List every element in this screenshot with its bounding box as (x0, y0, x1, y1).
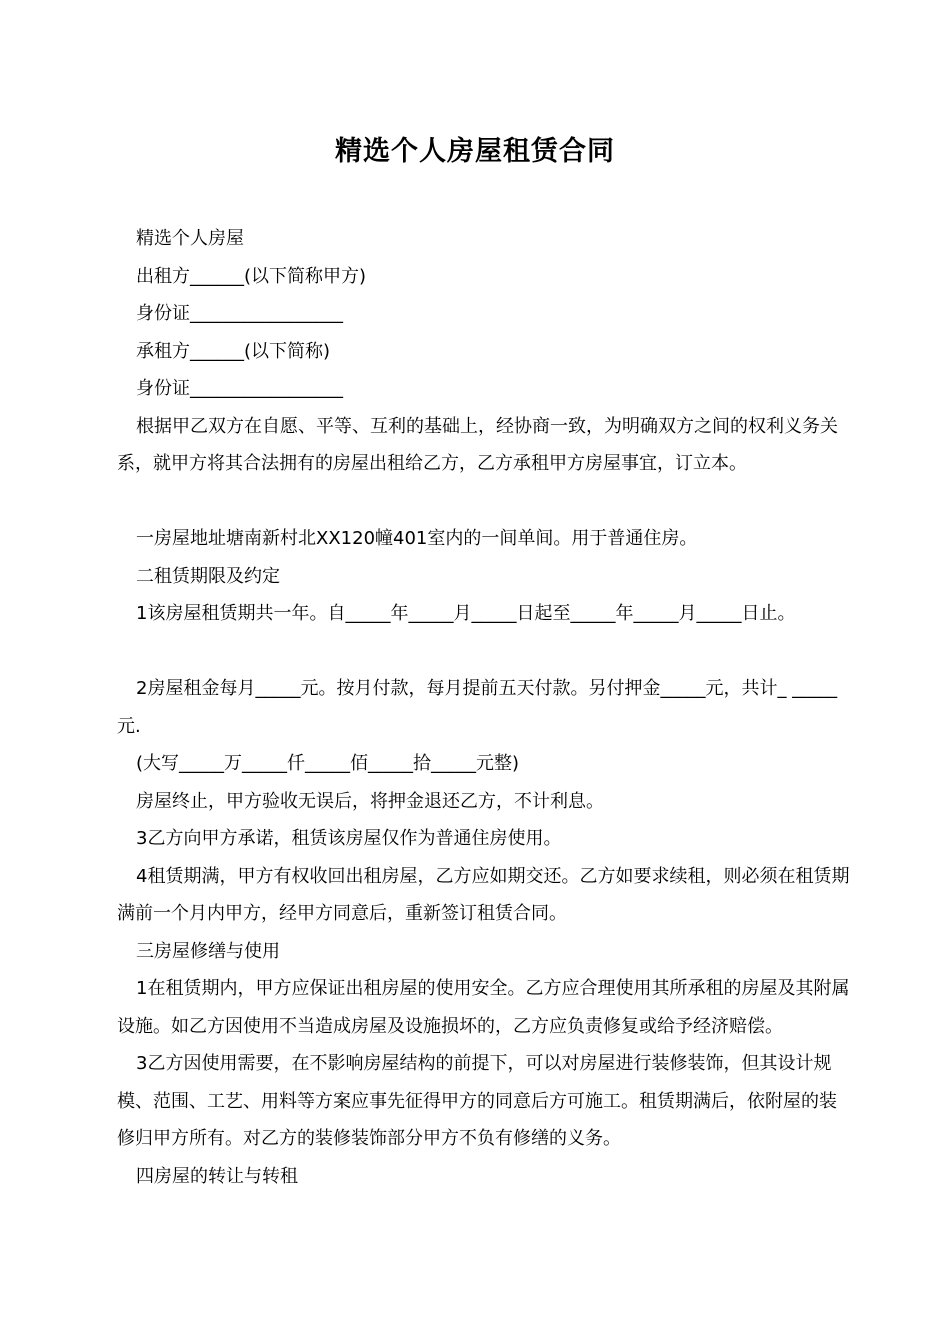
document-body (117, 220, 852, 1195)
paragraph: 1在租赁期内，甲方应保证出租房屋的使用安全。乙方应合理使用其所承租的房屋及其附属设施。如乙方因使用不当造成房屋及设施损坏的，乙方应负责修复或给予经济赔偿。 (117, 978, 850, 1037)
paragraph: 3乙方向甲方承诺，租赁该房屋仅作为普通住房使用。 (136, 828, 562, 849)
spacer (117, 633, 852, 671)
lessee-id-line: 身份证_________________ (136, 378, 343, 399)
preamble-paragraph: 根据甲乙双方在自愿、平等、互利的基础上，经协商一致，为明确双方之间的权利义务关系，就甲方将其合法拥有的房屋出租给乙方，乙方承租甲方房屋事宜，订立本。 (117, 415, 838, 474)
section-heading: 四房屋的转让与转租 (136, 1165, 298, 1187)
paragraph: 2房屋租金每月_____元。按月付款，每月提前五天付款。另付押金_____元，共计_ _____元. (117, 678, 838, 737)
paragraph: 一房屋地址塘南新村北XX120幢401室内的一间单间。用于普通住房。 (136, 528, 698, 549)
lessor-line: 出租方______(以下简称甲方) (136, 265, 367, 287)
spacer (117, 483, 852, 521)
paragraph: 房屋终止，甲方验收无误后，将押金退还乙方，不计利息。 (136, 790, 604, 812)
paragraph: 3乙方因使用需要，在不影响房屋结构的前提下，可以对房屋进行装修装饰，但其设计规模、范围、工艺、用料等方案应事先征得甲方的同意后方可施工。租赁期满后，依附屋的装修归甲方所有。对乙方的装修装饰部分甲方不负有修缮的义务。 (117, 1053, 837, 1149)
lessor-id-line: 身份证_________________ (136, 303, 343, 324)
paragraph: 4租赁期满，甲方有权收回出租房屋，乙方应如期交还。乙方如要求续租，则必须在租赁期满前一个月内甲方，经甲方同意后，重新签订租赁合同。 (117, 865, 850, 924)
paragraph: (大写_____万_____仟_____佰_____拾_____元整) (136, 753, 520, 774)
lessee-line: 承租方______(以下简称) (136, 340, 331, 362)
document-title: 精选个人房屋租赁合同 (335, 136, 615, 167)
section-heading: 三房屋修缮与使用 (136, 940, 280, 962)
section-heading: 二租赁期限及约定 (136, 565, 280, 587)
paragraph: 精选个人房屋 (136, 228, 244, 249)
paragraph: 1该房屋租赁期共一年。自_____年_____月_____日起至_____年_____月_____日止。 (136, 603, 796, 624)
